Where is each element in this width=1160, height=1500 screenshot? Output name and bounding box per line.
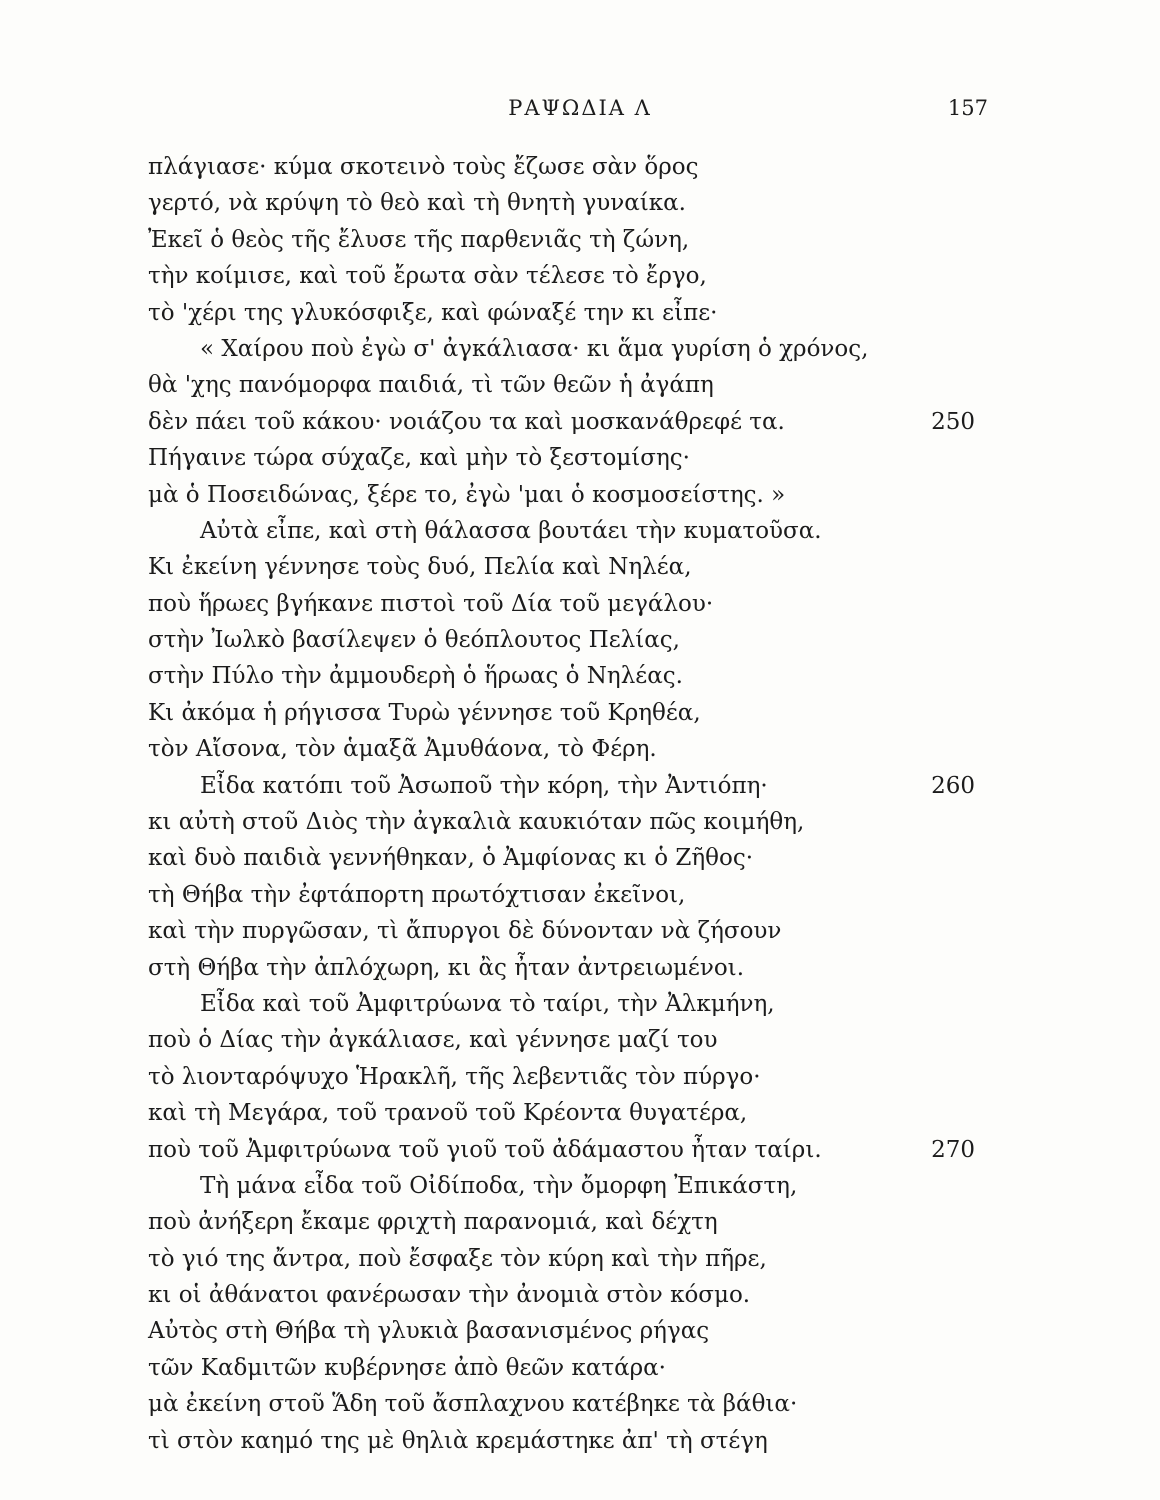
verse-line: γερτό, νὰ κρύψη τὸ θεὸ καὶ τὴ θνητὴ γυναίκα. <box>148 190 686 217</box>
verse-line: στὴ Θήβα τὴν ἀπλόχωρη, κι ἂς ἦταν ἀντρειωμένοι. <box>148 954 745 981</box>
verse-line: Ἐκεῖ ὁ θεὸς τῆς ἔλυσε τῆς παρθενιᾶς τὴ ζώνη, <box>148 226 690 253</box>
verse-line: τὸν Αἴσονα, τὸν ἁμαξᾶ Ἀμυθάονα, τὸ Φέρη. <box>148 736 657 763</box>
line-number: 250 <box>931 408 975 435</box>
verse-line: Τὴ μάνα εἶδα τοῦ Οἰδίποδα, τὴν ὄμορφη Ἐπικάστη, <box>200 1172 798 1199</box>
verse-line: κι αὐτὴ στοῦ Διὸς τὴν ἀγκαλιὰ καυκιόταν πῶς κοιμήθη, <box>148 809 805 835</box>
verse-line: Κι ἀκόμα ἡ ρήγισσα Τυρὼ γέννησε τοῦ Κρηθέα, <box>148 699 701 726</box>
verse-line: τῶν Καδμιτῶν κυβέρνησε ἀπὸ θεῶν κατάρα· <box>148 1354 666 1381</box>
verse-line: τὶ στὸν καημό της μὲ θηλιὰ κρεμάστηκε ἀπ' τὴ στέγη <box>148 1427 768 1454</box>
verse-line: τὸ γιό της ἄντρα, ποὺ ἔσφαξε τὸν κύρη καὶ τὴν πῆρε, <box>148 1245 767 1272</box>
verse-line: στὴν Ἰωλκὸ βασίλεψεν ὁ θεόπλουτος Πελίας, <box>148 627 680 654</box>
verse-line: « Χαίρου ποὺ ἐγὼ σ' ἀγκάλιασα· κι ἅμα γυρίση ὁ χρόνος, <box>200 335 869 362</box>
verse-line: πλάγιασε· κύμα σκοτεινὸ τοὺς ἔζωσε σὰν ὅρος <box>148 154 699 180</box>
verse-line: κι οἱ ἀθάνατοι φανέρωσαν τὴν ἀνομιὰ στὸν κόσμο. <box>148 1282 751 1309</box>
verse-line: τὴ Θήβα τὴν ἐφτάπορτη πρωτόχτισαν ἐκεῖνοι, <box>148 881 686 908</box>
line-number: 260 <box>931 772 975 799</box>
verse-line: δὲν πάει τοῦ κάκου· νοιάζου τα καὶ μοσκανάθρεφέ τα. <box>148 408 785 435</box>
running-title: ΡΑΨΩΔΙΑ Λ <box>508 96 652 120</box>
verse-line: Κι ἐκείνη γέννησε τοὺς δυό, Πελία καὶ Νηλέα, <box>148 554 692 581</box>
verse-line: ποὺ ὁ Δίας τὴν ἀγκάλιασε, καὶ γέννησε μαζί του <box>148 1027 718 1054</box>
verse-line: ποὺ ἀνήξερη ἔκαμε φριχτὴ παρανομιά, καὶ δέχτη <box>148 1209 718 1236</box>
verse-line: μὰ ὁ Ποσειδώνας, ξέρε το, ἐγὼ 'μαι ὁ κοσμοσείστης. » <box>148 481 786 508</box>
verse-line: Αὐτὰ εἶπε, καὶ στὴ θάλασσα βουτάει τὴν κυματοῦσα. <box>200 517 822 544</box>
line-number: 270 <box>931 1136 975 1163</box>
verse-line: θὰ 'χης πανόμορφα παιδιά, τὶ τῶν θεῶν ἡ ἀγάπη <box>148 372 714 399</box>
verse-line: Πήγαινε τώρα σύχαζε, καὶ μὴν τὸ ξεστομίσης· <box>148 445 690 472</box>
verse-line: τὸ λιονταρόψυχο Ἡρακλῆ, τῆς λεβεντιᾶς τὸν πύργο· <box>148 1063 761 1090</box>
verse-line: μὰ ἐκείνη στοῦ Ἅδη τοῦ ἄσπλαχνου κατέβηκε τὰ βάθια· <box>148 1391 798 1418</box>
verse-line: καὶ τὴ Μεγάρα, τοῦ τρανοῦ τοῦ Κρέοντα θυγατέρα, <box>148 1100 748 1127</box>
verse-line: Εἶδα κατόπι τοῦ Ἀσωποῦ τὴν κόρη, τὴν Ἀντιόπη· <box>200 772 768 799</box>
verse-line: τὸ 'χέρι της γλυκόσφιξε, καὶ φώναξέ την κι εἶπε· <box>148 299 718 326</box>
page-number: 157 <box>947 96 988 120</box>
verse-line: Αὐτὸς στὴ Θήβα τὴ γλυκιὰ βασανισμένος ρήγας <box>148 1318 710 1345</box>
verse-line: ποὺ τοῦ Ἀμφιτρύωνα τοῦ γιοῦ τοῦ ἀδάμαστου ἦταν ταίρι. <box>148 1136 822 1163</box>
verse-line: ποὺ ἥρωες βγήκανε πιστοὶ τοῦ Δία τοῦ μεγάλου· <box>148 590 714 617</box>
page-header <box>0 96 1160 132</box>
verse-line: καὶ τὴν πυργῶσαν, τὶ ἄπυργοι δὲ δύνονταν νὰ ζήσουν <box>148 918 782 945</box>
verse-line: καὶ δυὸ παιδιὰ γεννήθηκαν, ὁ Ἀμφίονας κι ὁ Ζῆθος· <box>148 845 754 872</box>
verse-line: τὴν κοίμισε, καὶ τοῦ ἔρωτα σὰν τέλεσε τὸ ἔργο, <box>148 263 707 290</box>
verse-line: στὴν Πύλο τὴν ἀμμουδερὴ ὁ ἥρωας ὁ Νηλέας. <box>148 663 683 690</box>
verse-line: Εἶδα καὶ τοῦ Ἀμφιτρύωνα τὸ ταίρι, τὴν Ἀλκμήνη, <box>200 990 775 1017</box>
